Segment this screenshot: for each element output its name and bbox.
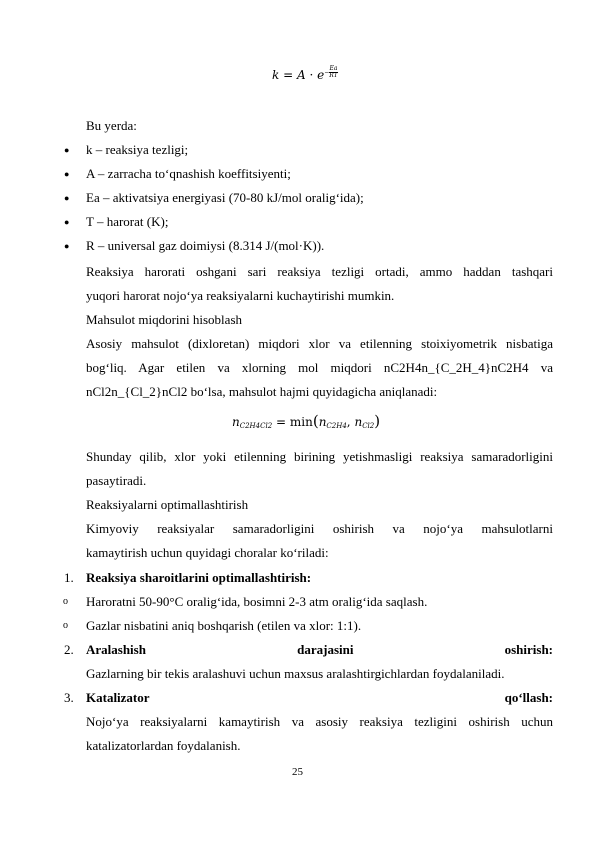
circle-bullet-icon: o — [63, 620, 68, 631]
formula-arrhenius — [272, 66, 338, 81]
paragraph-line: Reaksiya harorati oshgani sari reaksiya tezligi ortadi, ammo haddan tashqari — [86, 264, 553, 279]
def-item: k – reaksiya tezligi; — [86, 142, 189, 157]
intro-text: Bu yerda: — [86, 118, 137, 133]
formula-comma: , — [346, 415, 351, 429]
def-item: Ea – aktivatsiya energiyasi (70-80 kJ/mol oralig‘ida); — [86, 190, 364, 205]
section-heading: Reaksiyalarni optimallashtirish — [86, 497, 249, 512]
sub-list-item: Gazlar nisbatini aniq boshqarish (etilen va xlor: 1:1). — [86, 618, 362, 633]
list-item-text: Nojo‘ya reaksiyalarni kamaytirish va asosiy reaksiya tezligini oshirish uchun — [86, 714, 553, 729]
paragraph-line: kamaytirish uchun quyidagi choralar ko‘riladi: — [86, 545, 329, 560]
formula-n: n — [232, 415, 240, 429]
list-number: 2. — [64, 642, 74, 657]
circle-bullet-icon: o — [63, 596, 68, 607]
list-item-title: Reaksiya sharoitlarini optimallashtirish: — [86, 570, 312, 585]
formula-n: n — [318, 415, 327, 429]
bullet-icon: ● — [64, 241, 70, 251]
paragraph-line: Kimyoviy reaksiyalar samaradorligini oshirish va nojo‘ya mahsulotlarni — [86, 521, 553, 536]
section-heading: Mahsulot miqdorini hisoblash — [86, 312, 242, 327]
formula-dot: · — [309, 68, 314, 82]
def-item: A – zarracha to‘qnashish koeffitsiyenti; — [86, 166, 291, 181]
paragraph-line: pasaytiradi. — [86, 473, 147, 488]
formula-n: n — [354, 415, 363, 429]
list-item-text: Gazlarning bir tekis aralashuvi uchun maxsus aralashtirgichlardan foydalaniladi. — [86, 666, 505, 681]
paragraph-line: nCl2n_{Cl_2}nCl2 bo‘lsa, mahsulot hajmi quyidagicha aniqlanadi: — [86, 384, 438, 399]
bullet-icon: ● — [64, 193, 70, 203]
bullet-icon: ● — [64, 169, 70, 179]
formula-minus: − — [324, 69, 330, 76]
paragraph-line: yuqori harorat nojo‘ya reaksiyalarni kuchaytirishi mumkin. — [86, 288, 395, 303]
sub-list-item: Haroratni 50-90°C oralig‘ida, bosimni 2-3 atm oralig‘ida saqlash. — [86, 594, 428, 609]
paragraph-line: bog‘liq. Agar etilen va xlorning mol miqdori nC2H4n_{C_2H_4}nC2H4 va — [86, 360, 553, 375]
formula-sub-a: C2H4 — [326, 422, 347, 430]
list-item-title: Aralashish darajasini oshirish: — [86, 642, 553, 657]
list-number: 3. — [64, 690, 74, 705]
formula-k: k — [272, 68, 280, 82]
formula-rparen: ) — [374, 412, 381, 430]
list-item-text: katalizatorlardan foydalanish. — [86, 738, 241, 753]
bullet-icon: ● — [64, 145, 70, 155]
formula-min: min — [289, 415, 313, 429]
def-item: R – universal gaz doimiysi (8.314 J/(mol·K)). — [86, 238, 325, 253]
formula-eq: = — [275, 415, 287, 429]
formula-sub-lhs: C2H4Cl2 — [239, 422, 273, 430]
formula-lparen: ( — [312, 412, 319, 430]
page-number: 25 — [292, 766, 303, 778]
formula-exp-den: RT — [329, 72, 338, 79]
formula-e: e — [317, 68, 325, 82]
formula-sub-b: Cl2 — [362, 422, 375, 430]
formula-A: A — [297, 68, 306, 82]
formula-exponent — [324, 65, 338, 79]
paragraph-line: Asosiy mahsulot (dixloretan) miqdori xlor va etilenning stoixiyometrik nisbatiga — [86, 336, 553, 351]
paragraph-line: Shunday qilib, xlor yoki etilenning birining yetishmasligi reaksiya samaradorligini — [86, 449, 553, 464]
bullet-icon: ● — [64, 217, 70, 227]
list-item-title: Katalizator qo‘llash: — [86, 690, 553, 705]
list-number: 1. — [64, 570, 74, 585]
formula-eq: = — [283, 68, 294, 82]
formula-product — [232, 414, 380, 430]
def-item: T – harorat (K); — [86, 214, 169, 229]
formula-exp-num: Ea — [329, 65, 338, 72]
